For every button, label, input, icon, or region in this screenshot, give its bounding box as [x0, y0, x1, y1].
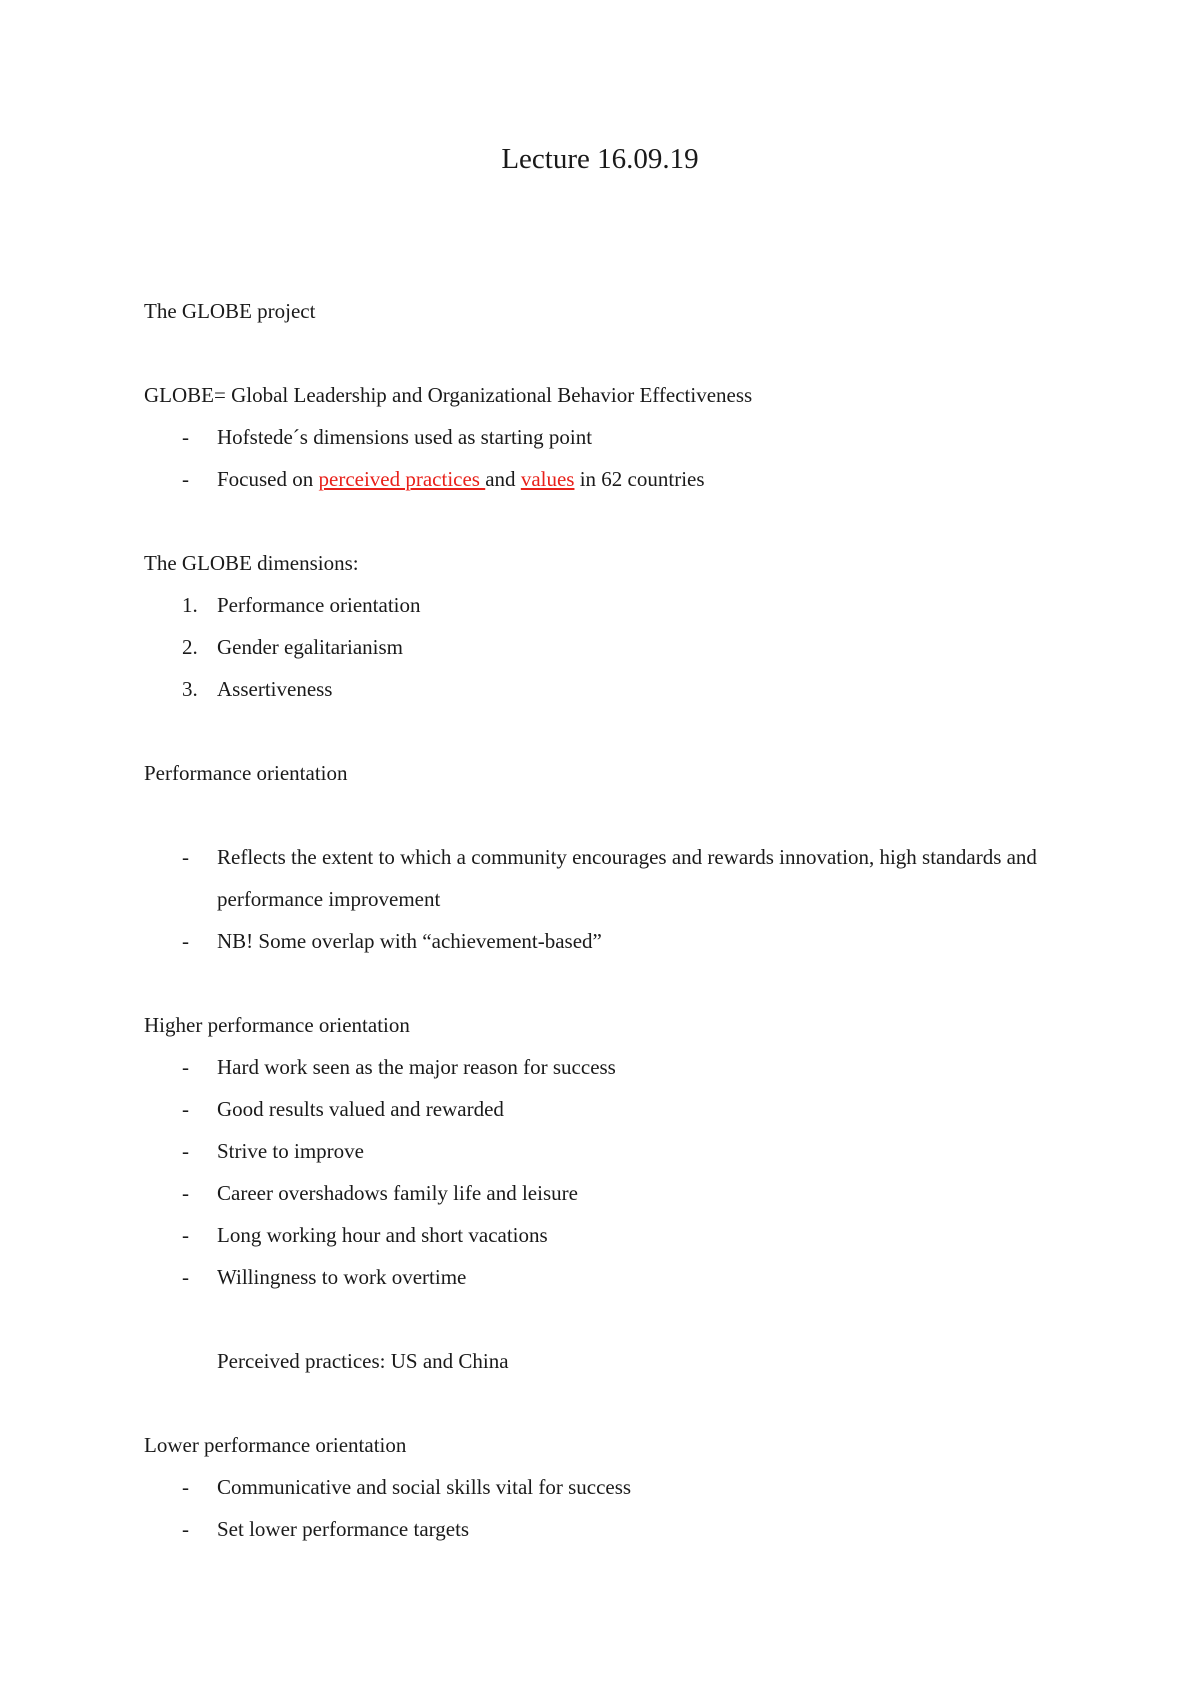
list-item-text: Hard work seen as the major reason for success [217, 1055, 616, 1079]
dash-marker: - [182, 467, 189, 491]
focused-middle: and [485, 467, 521, 491]
list-item [144, 1172, 1064, 1214]
list-item [144, 1508, 1064, 1550]
number-marker: 2. [182, 635, 198, 659]
list-item-text: Reflects the extent to which a community encourages and rewards innovation, high standards and performance improvement [217, 845, 1037, 911]
list-item-text: Good results valued and rewarded [217, 1097, 504, 1121]
section-heading-performance-orientation: Performance orientation [144, 761, 348, 785]
focused-suffix: in 62 countries [574, 467, 705, 491]
list-item-text: Set lower performance targets [217, 1517, 470, 1541]
list-item-text: Strive to improve [217, 1139, 364, 1163]
list-item [144, 416, 1064, 458]
list-item [144, 1046, 1064, 1088]
numbered-item [144, 668, 1064, 710]
numbered-item [144, 626, 1064, 668]
number-marker: 3. [182, 677, 198, 701]
list-item-text: Career overshadows family life and leisure [217, 1181, 578, 1205]
list-item [144, 920, 1064, 962]
page-title: Lecture 16.09.19 [501, 143, 699, 175]
dash-marker: - [182, 1055, 189, 1079]
list-item-text: Hofstede´s dimensions used as starting point [217, 425, 593, 449]
list-item-text: Communicative and social skills vital for success [217, 1475, 632, 1499]
section-heading-lower-performance: Lower performance orientation [144, 1433, 407, 1457]
list-item-focused [144, 458, 1064, 500]
list-item [144, 1214, 1064, 1256]
dash-marker: - [182, 1223, 189, 1247]
dash-marker: - [182, 425, 189, 449]
numbered-item-text: Assertiveness [217, 677, 333, 701]
dash-marker: - [182, 1181, 189, 1205]
numbered-item-text: Gender egalitarianism [217, 635, 404, 659]
dash-marker: - [182, 1265, 189, 1289]
section-heading-globe-project: The GLOBE project [144, 299, 316, 323]
perceived-practices-note: Perceived practices: US and China [217, 1349, 509, 1373]
number-marker: 1. [182, 593, 198, 617]
list-item [144, 1256, 1064, 1298]
list-item [144, 836, 1064, 920]
focused-prefix: Focused on [217, 467, 319, 491]
list-item [144, 1466, 1064, 1508]
highlight-perceived-practices: perceived practices [318, 467, 486, 491]
dash-marker: - [182, 1139, 189, 1163]
document-body [144, 290, 1064, 1550]
dash-marker: - [182, 1475, 189, 1499]
list-item-text: Long working hour and short vacations [217, 1223, 548, 1247]
section-heading-higher-performance: Higher performance orientation [144, 1013, 410, 1037]
section-heading-globe-dimensions: The GLOBE dimensions: [144, 551, 359, 575]
dash-marker: - [182, 845, 189, 869]
list-item [144, 1088, 1064, 1130]
dash-marker: - [182, 1517, 189, 1541]
list-item-text: NB! Some overlap with “achievement-based” [217, 929, 602, 953]
dash-marker: - [182, 1097, 189, 1121]
numbered-item [144, 584, 1064, 626]
list-item [144, 1130, 1064, 1172]
highlight-values: values [520, 467, 575, 491]
globe-definition: GLOBE= Global Leadership and Organizational Behavior Effectiveness [144, 383, 753, 407]
dash-marker: - [182, 929, 189, 953]
numbered-item-text: Performance orientation [217, 593, 421, 617]
list-item-text: Willingness to work overtime [217, 1265, 467, 1289]
